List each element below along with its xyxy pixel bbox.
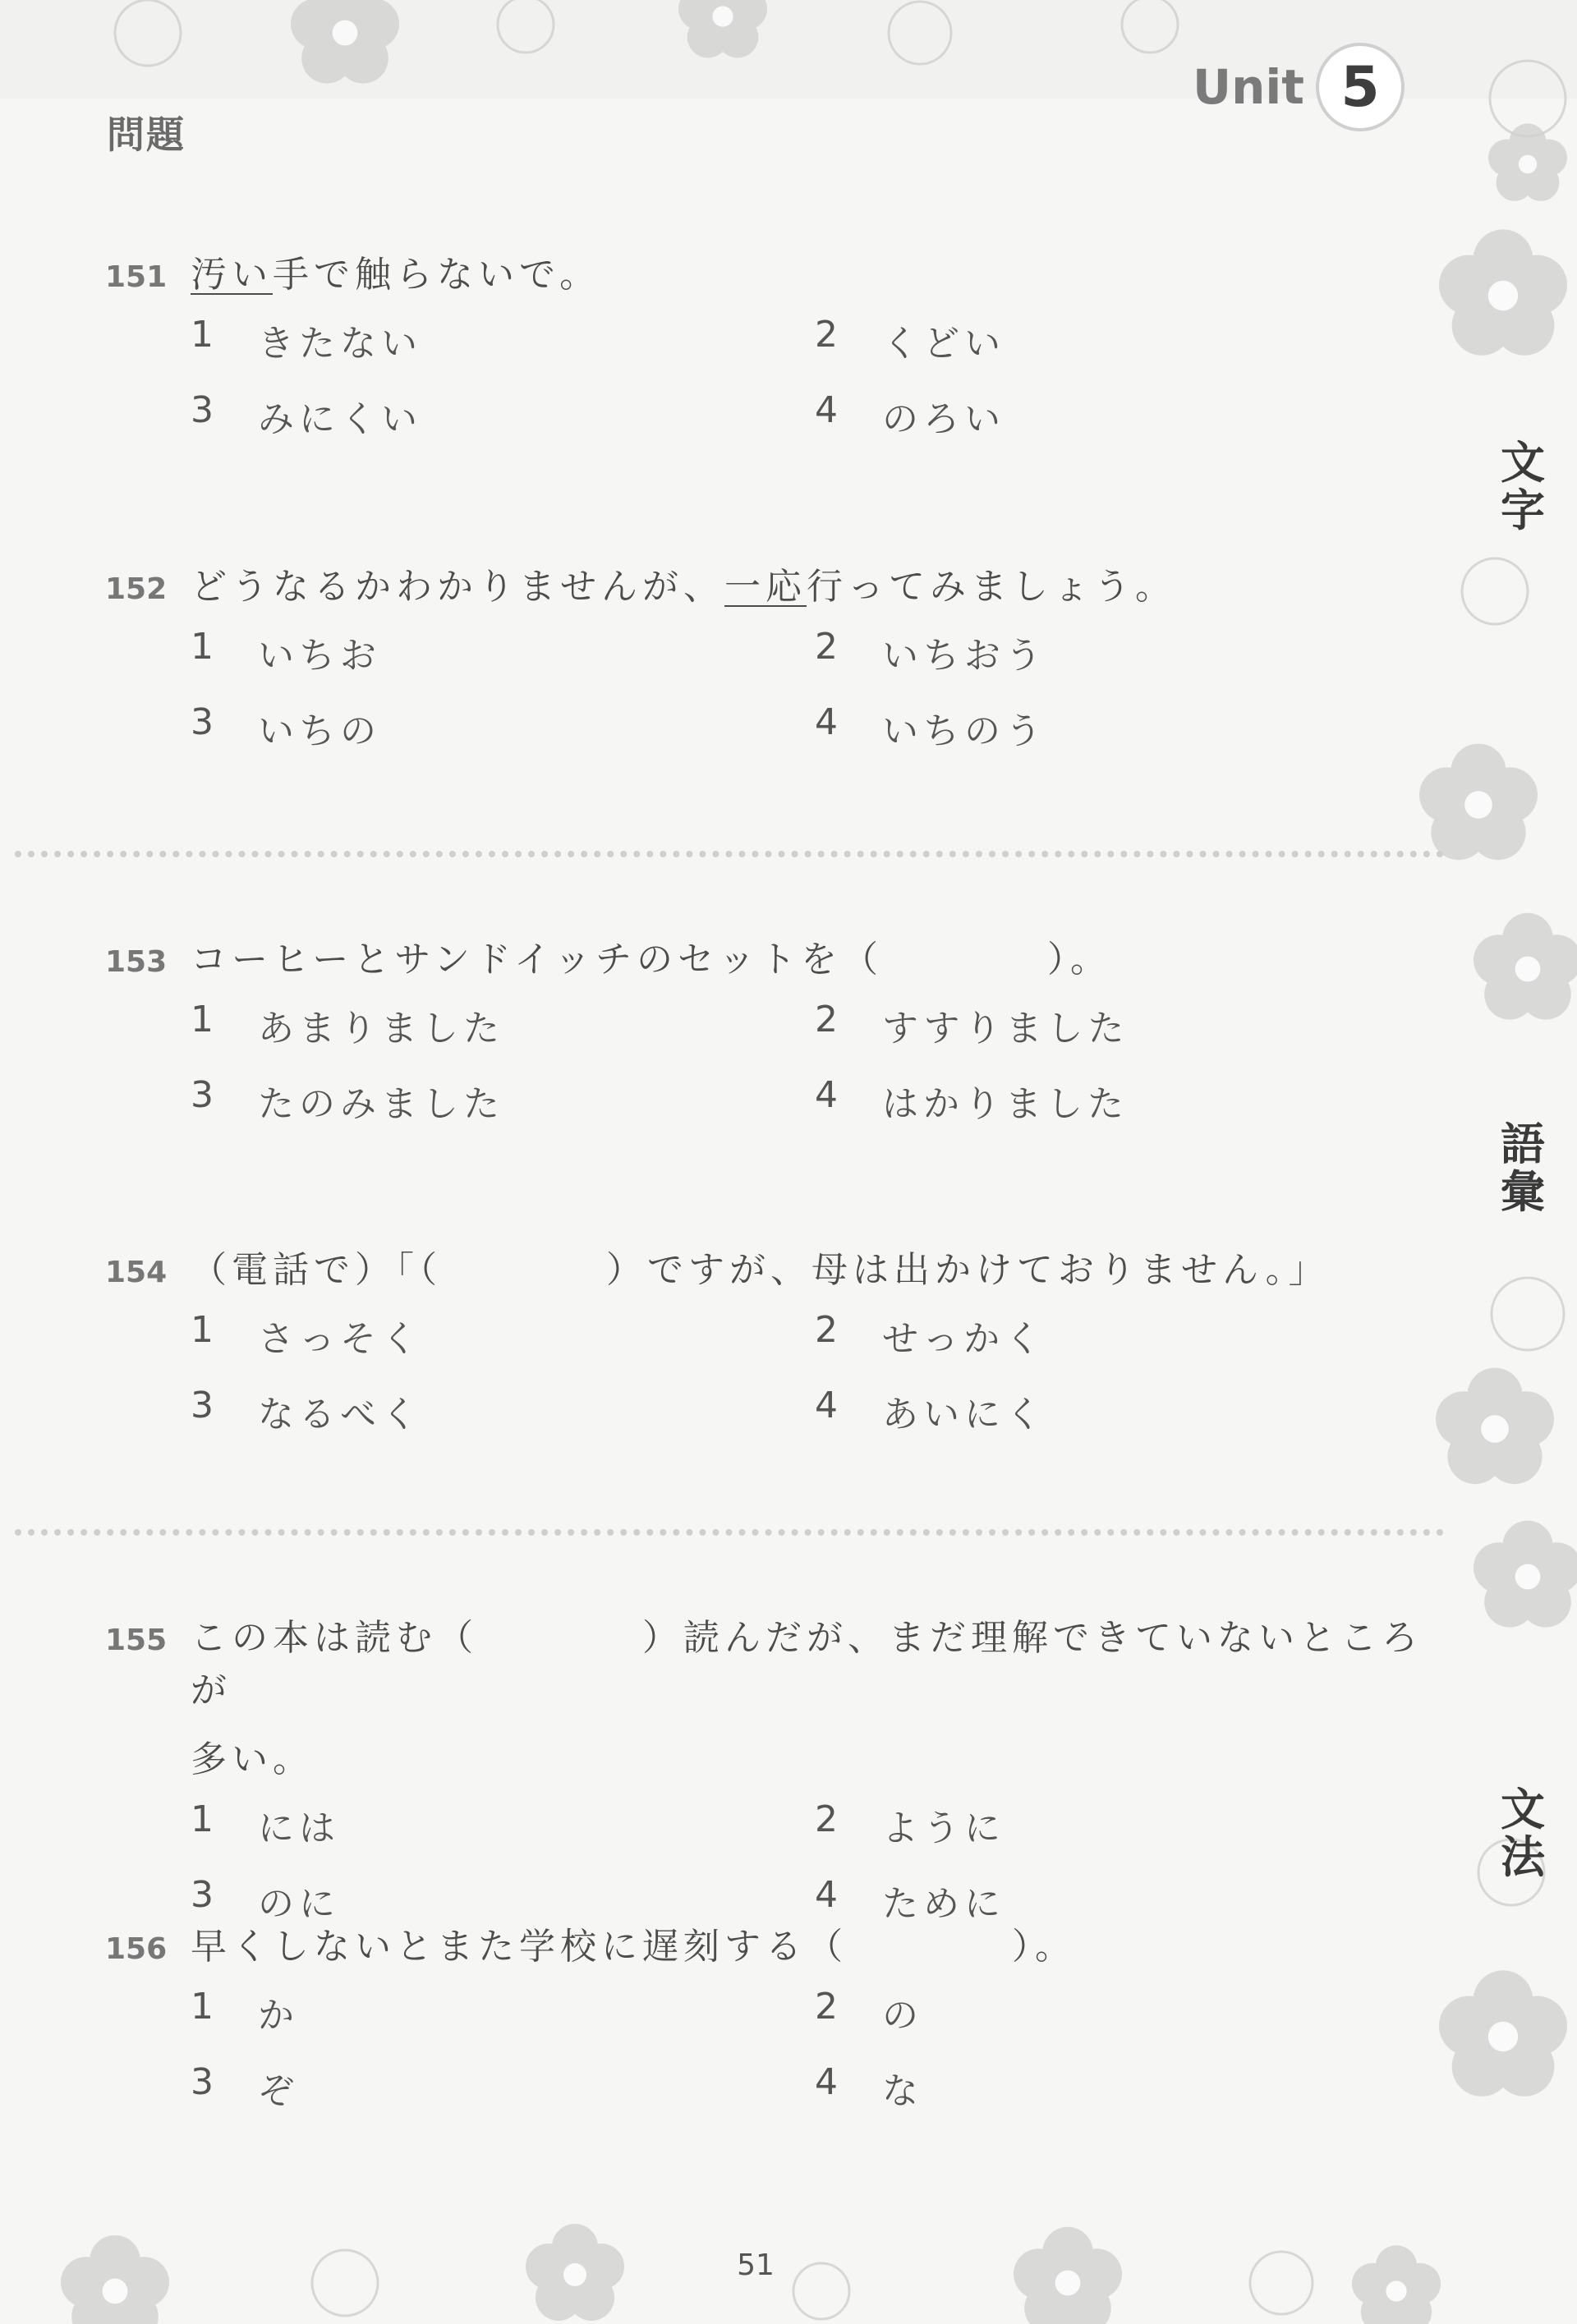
question-155 [105, 1608, 1452, 1927]
option-4[interactable]: 4 のろい [815, 389, 1005, 440]
side-label-goi: 語彙 [1501, 1118, 1545, 1218]
option-4[interactable]: 4 あいにく [815, 1385, 1046, 1435]
option-3[interactable]: 3 たのみました [191, 1074, 504, 1125]
unit-label: Unit [1193, 59, 1304, 115]
unit-number: 5 [1316, 43, 1405, 131]
question-number: 151 [105, 260, 168, 294]
underlined-word: 汚い [191, 254, 273, 296]
page-number: 51 [737, 2248, 775, 2282]
section-divider [15, 1529, 1444, 1536]
option-list [191, 1309, 1452, 1437]
question-text: この本は読む（ ）読んだが、まだ理解できていないところが [191, 1617, 1423, 1711]
option-3[interactable]: 3 いちの [191, 701, 381, 752]
question-text: コーヒーとサンドイッチのセットを（ ）。 [191, 939, 1111, 981]
option-4[interactable]: 4 いちのう [815, 701, 1046, 752]
underlined-word: 一応 [724, 566, 807, 608]
option-2[interactable]: 2 いちおう [815, 626, 1046, 677]
option-3[interactable]: 3 みにくい [191, 389, 422, 440]
option-1[interactable]: 1 きたない [191, 314, 422, 365]
question-151 [105, 245, 1452, 442]
option-list [191, 999, 1452, 1127]
option-2[interactable]: 2 すすりました [815, 999, 1129, 1049]
option-list [191, 1986, 1452, 2114]
question-156 [105, 1917, 1452, 2114]
option-3[interactable]: 3 なるべく [191, 1385, 422, 1435]
option-3[interactable]: 3 のに [191, 1874, 340, 1925]
option-2[interactable]: 2 ように [815, 1798, 1005, 1849]
option-2[interactable]: 2 せっかく [815, 1309, 1046, 1360]
side-label-bunpo: 文法 [1501, 1784, 1545, 1883]
option-1[interactable]: 1 いちお [191, 626, 381, 677]
question-154 [105, 1240, 1452, 1437]
question-text-continued: 多い。 [191, 1738, 314, 1780]
question-text: 汚い手で触らないで。 [191, 254, 601, 296]
option-list [191, 626, 1452, 754]
option-2[interactable]: 2 の [815, 1986, 923, 2037]
question-number: 155 [105, 1624, 168, 1657]
option-4[interactable]: 4 ために [815, 1874, 1005, 1925]
question-153 [105, 930, 1452, 1127]
question-text: どうなるかわかりませんが、一応行ってみましょう。 [191, 566, 1176, 608]
section-divider [15, 851, 1444, 857]
unit-badge [1193, 43, 1405, 131]
option-1[interactable]: 1 あまりました [191, 999, 504, 1049]
option-1[interactable]: 1 か [191, 1986, 299, 2037]
option-list [191, 314, 1452, 442]
question-152 [105, 557, 1452, 754]
question-number: 154 [105, 1256, 168, 1289]
question-number: 152 [105, 572, 168, 606]
option-4[interactable]: 4 な [815, 2061, 923, 2112]
question-number: 153 [105, 945, 168, 979]
question-text: （電話で）「（ ）ですが、母は出かけておりません。」 [191, 1249, 1330, 1291]
option-4[interactable]: 4 はかりました [815, 1074, 1129, 1125]
option-3[interactable]: 3 ぞ [191, 2061, 299, 2112]
option-1[interactable]: 1 には [191, 1798, 340, 1849]
question-text: 早くしないとまた学校に遅刻する（ ）。 [191, 1926, 1076, 1968]
option-list [191, 1798, 1452, 1927]
question-number: 156 [105, 1932, 168, 1966]
side-label-moji: 文字 [1501, 437, 1545, 536]
page-title: 問題 [107, 113, 186, 157]
option-2[interactable]: 2 くどい [815, 314, 1005, 365]
option-1[interactable]: 1 さっそく [191, 1309, 422, 1360]
